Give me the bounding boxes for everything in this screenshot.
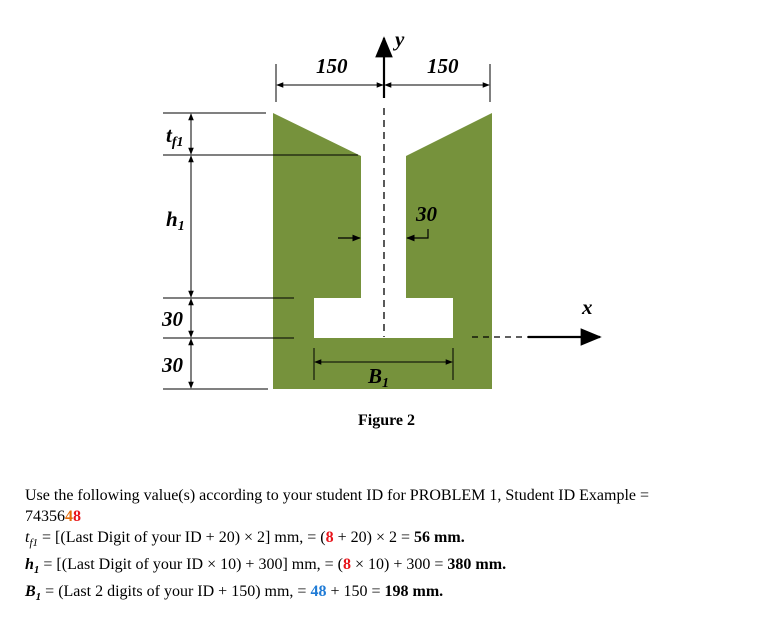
student-id-example	[25, 506, 745, 527]
id-digit-orange: 4	[65, 508, 73, 525]
h1-rest: × 10) + 300 =	[351, 556, 448, 574]
B1-formula-line	[25, 581, 745, 608]
instructions-text	[25, 485, 745, 609]
dim-30-upper-label: 30	[162, 307, 183, 331]
h1-label: h1	[166, 207, 185, 234]
tf1-var-sub: f1	[29, 537, 39, 550]
B1-var: B	[25, 583, 36, 601]
B1-formula: = (Last 2 digits of your ID + 150) mm, =	[41, 583, 311, 601]
h1-formula-line	[25, 554, 745, 581]
tf1-formula-line	[25, 527, 745, 554]
intro-line: Use the following value(s) according to your student ID for PROBLEM 1, Student ID Example =	[25, 487, 650, 504]
h1-formula: = [(Last Digit of your ID × 10) + 300] mm, = (	[39, 556, 344, 574]
h1-sub: 1	[177, 219, 185, 234]
B1-digit: 48	[310, 583, 327, 601]
B1-rest: + 150 =	[326, 583, 385, 601]
tf1-formula: = [(Last Digit of your ID + 20) × 2] mm, = (	[38, 529, 326, 546]
width-left-label: 150	[316, 54, 348, 78]
tf1-rest: + 20) × 2 =	[333, 529, 415, 546]
width-right-label: 150	[427, 54, 459, 78]
tf1-result: 56 mm.	[414, 529, 465, 546]
B1-result: 198 mm.	[384, 583, 444, 601]
cross-section-shape	[273, 113, 492, 389]
B1-sub: 1	[382, 376, 390, 391]
h1-result: 380 mm.	[447, 556, 507, 574]
id-prefix: 74356	[25, 508, 65, 525]
id-digit-red: 8	[73, 508, 81, 525]
y-axis-label: y	[395, 27, 405, 51]
h1-var-sub: 1	[33, 564, 40, 577]
x-axis-label: x	[582, 295, 593, 319]
dim-30-lower-label: 30	[162, 353, 183, 377]
h1-digit: 8	[343, 556, 352, 574]
tf1-digit: 8	[325, 529, 334, 546]
tf1-sub: f1	[171, 135, 184, 150]
tf1-label: tf1	[166, 123, 184, 150]
B1-var-sub: 1	[35, 591, 42, 604]
h1-var: h	[25, 556, 34, 574]
web-thickness-label: 30	[416, 202, 437, 226]
figure-caption: Figure 2	[358, 412, 416, 429]
tf1-var: t	[25, 529, 30, 546]
B1-label: B1	[368, 364, 390, 391]
